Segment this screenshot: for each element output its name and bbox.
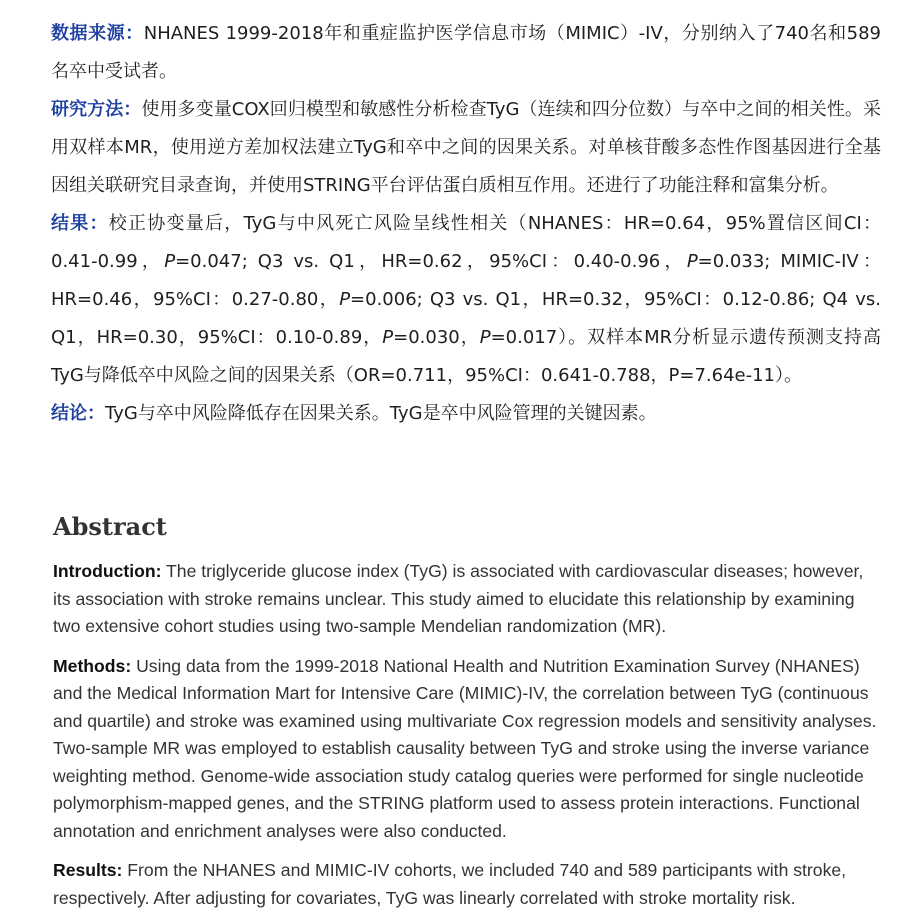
en-methods-paragraph bbox=[53, 653, 883, 846]
en-methods-label: Methods: bbox=[53, 655, 132, 676]
english-abstract bbox=[53, 558, 883, 924]
cn-p-symbol: P bbox=[382, 327, 394, 348]
cn-results-text-5: =0.030， bbox=[393, 327, 480, 348]
cn-p-symbol: P bbox=[686, 251, 698, 272]
chinese-abstract bbox=[51, 15, 881, 433]
scroll-clip bbox=[0, 0, 913, 8]
cn-conclusion-paragraph bbox=[51, 395, 881, 433]
cn-conclusion-label: 结论： bbox=[51, 403, 105, 424]
cn-results-text-3: =0.033; MIMIC-IV：HR=0.46，95%CI：0.27-0.80， bbox=[51, 251, 882, 310]
cn-source-paragraph bbox=[51, 15, 881, 91]
cn-p-symbol: P bbox=[339, 289, 351, 310]
en-methods-text: Using data from the 1999-2018 National Health and Nutrition Examination Survey (NHANES) and the Medical Information Mart for Intensive Care (MIMIC)-IV, the correlation between TyG (continuous and quartile) and stroke was examined using multivariate Cox regression models and sensitivity analyses. Two-sample MR was employed to establish causality between TyG and stroke using the inverse variance weighting method. Genome-wide association study catalog queries were performed for single nucleotide polymorphism-mapped genes, and the STRING platform used to assess protein interactions. Functional annotation and enrichment analyses were also conducted. bbox=[53, 655, 877, 841]
cn-conclusion-text: TyG与卒中风险降低存在因果关系。TyG是卒中风险管理的关键因素。 bbox=[105, 403, 657, 424]
en-intro-label: Introduction: bbox=[53, 561, 162, 581]
en-results-text: From the NHANES and MIMIC-IV cohorts, we included 740 and 589 participants with stroke, respectively. After adjusting for covariates, TyG was linearly correlated with stroke mortality risk. bbox=[53, 860, 847, 908]
cn-results-text-6: =0.017）。双样本MR分析显示遗传预测支持高TyG与降低卒中风险之间的因果关系（OR=0.711，95%CI：0.641-0.788，P=7.64e-11）。 bbox=[51, 327, 881, 386]
abstract-heading: Abstract bbox=[53, 512, 167, 541]
en-intro-paragraph bbox=[53, 558, 883, 641]
cn-results-label: 结果： bbox=[51, 213, 109, 234]
cn-p-symbol: P bbox=[479, 327, 491, 348]
en-results-paragraph bbox=[53, 857, 883, 912]
cn-results-paragraph bbox=[51, 205, 881, 395]
cn-results-text-4: =0.006; Q3 vs. Q1，HR=0.32，95%CI：0.12-0.86; Q4 vs. Q1，HR=0.30，95%CI：0.10-0.89， bbox=[51, 289, 881, 348]
en-intro-text: The triglyceride glucose index (TyG) is associated with cardiovascular diseases; however, its association with stroke remains unclear. This study aimed to elucidate this relationship by examining two extensive cohort studies using two-sample Mendelian randomization (MR). bbox=[53, 561, 864, 636]
cn-methods-paragraph bbox=[51, 91, 881, 205]
en-results-label: Results: bbox=[53, 860, 123, 880]
cn-results-text-1: 校正协变量后，TyG与中风死亡风险呈线性相关（NHANES：HR=0.64，95%置信区间CI：0.41-0.99， bbox=[51, 213, 882, 272]
cn-methods-label: 研究方法： bbox=[51, 99, 142, 120]
cn-methods-text: 使用多变量COX回归模型和敏感性分析检查TyG（连续和四分位数）与卒中之间的相关性。采用双样本MR，使用逆方差加权法建立TyG和卒中之间的因果关系。对单核苷酸多态性作图基因进行全基因组关联研究目录查询，并使用STRING平台评估蛋白质相互作用。还进行了功能注释和富集分析。 bbox=[51, 99, 881, 196]
cn-source-text: NHANES 1999-2018年和重症监护医学信息市场（MIMIC）-IV，分别纳入了740名和589名卒中受试者。 bbox=[51, 23, 881, 82]
cn-results-text-2: =0.047; Q3 vs. Q1，HR=0.62，95%CI：0.40-0.96， bbox=[175, 251, 687, 272]
cn-source-label: 数据来源： bbox=[51, 23, 144, 44]
cn-p-symbol: P bbox=[164, 251, 176, 272]
